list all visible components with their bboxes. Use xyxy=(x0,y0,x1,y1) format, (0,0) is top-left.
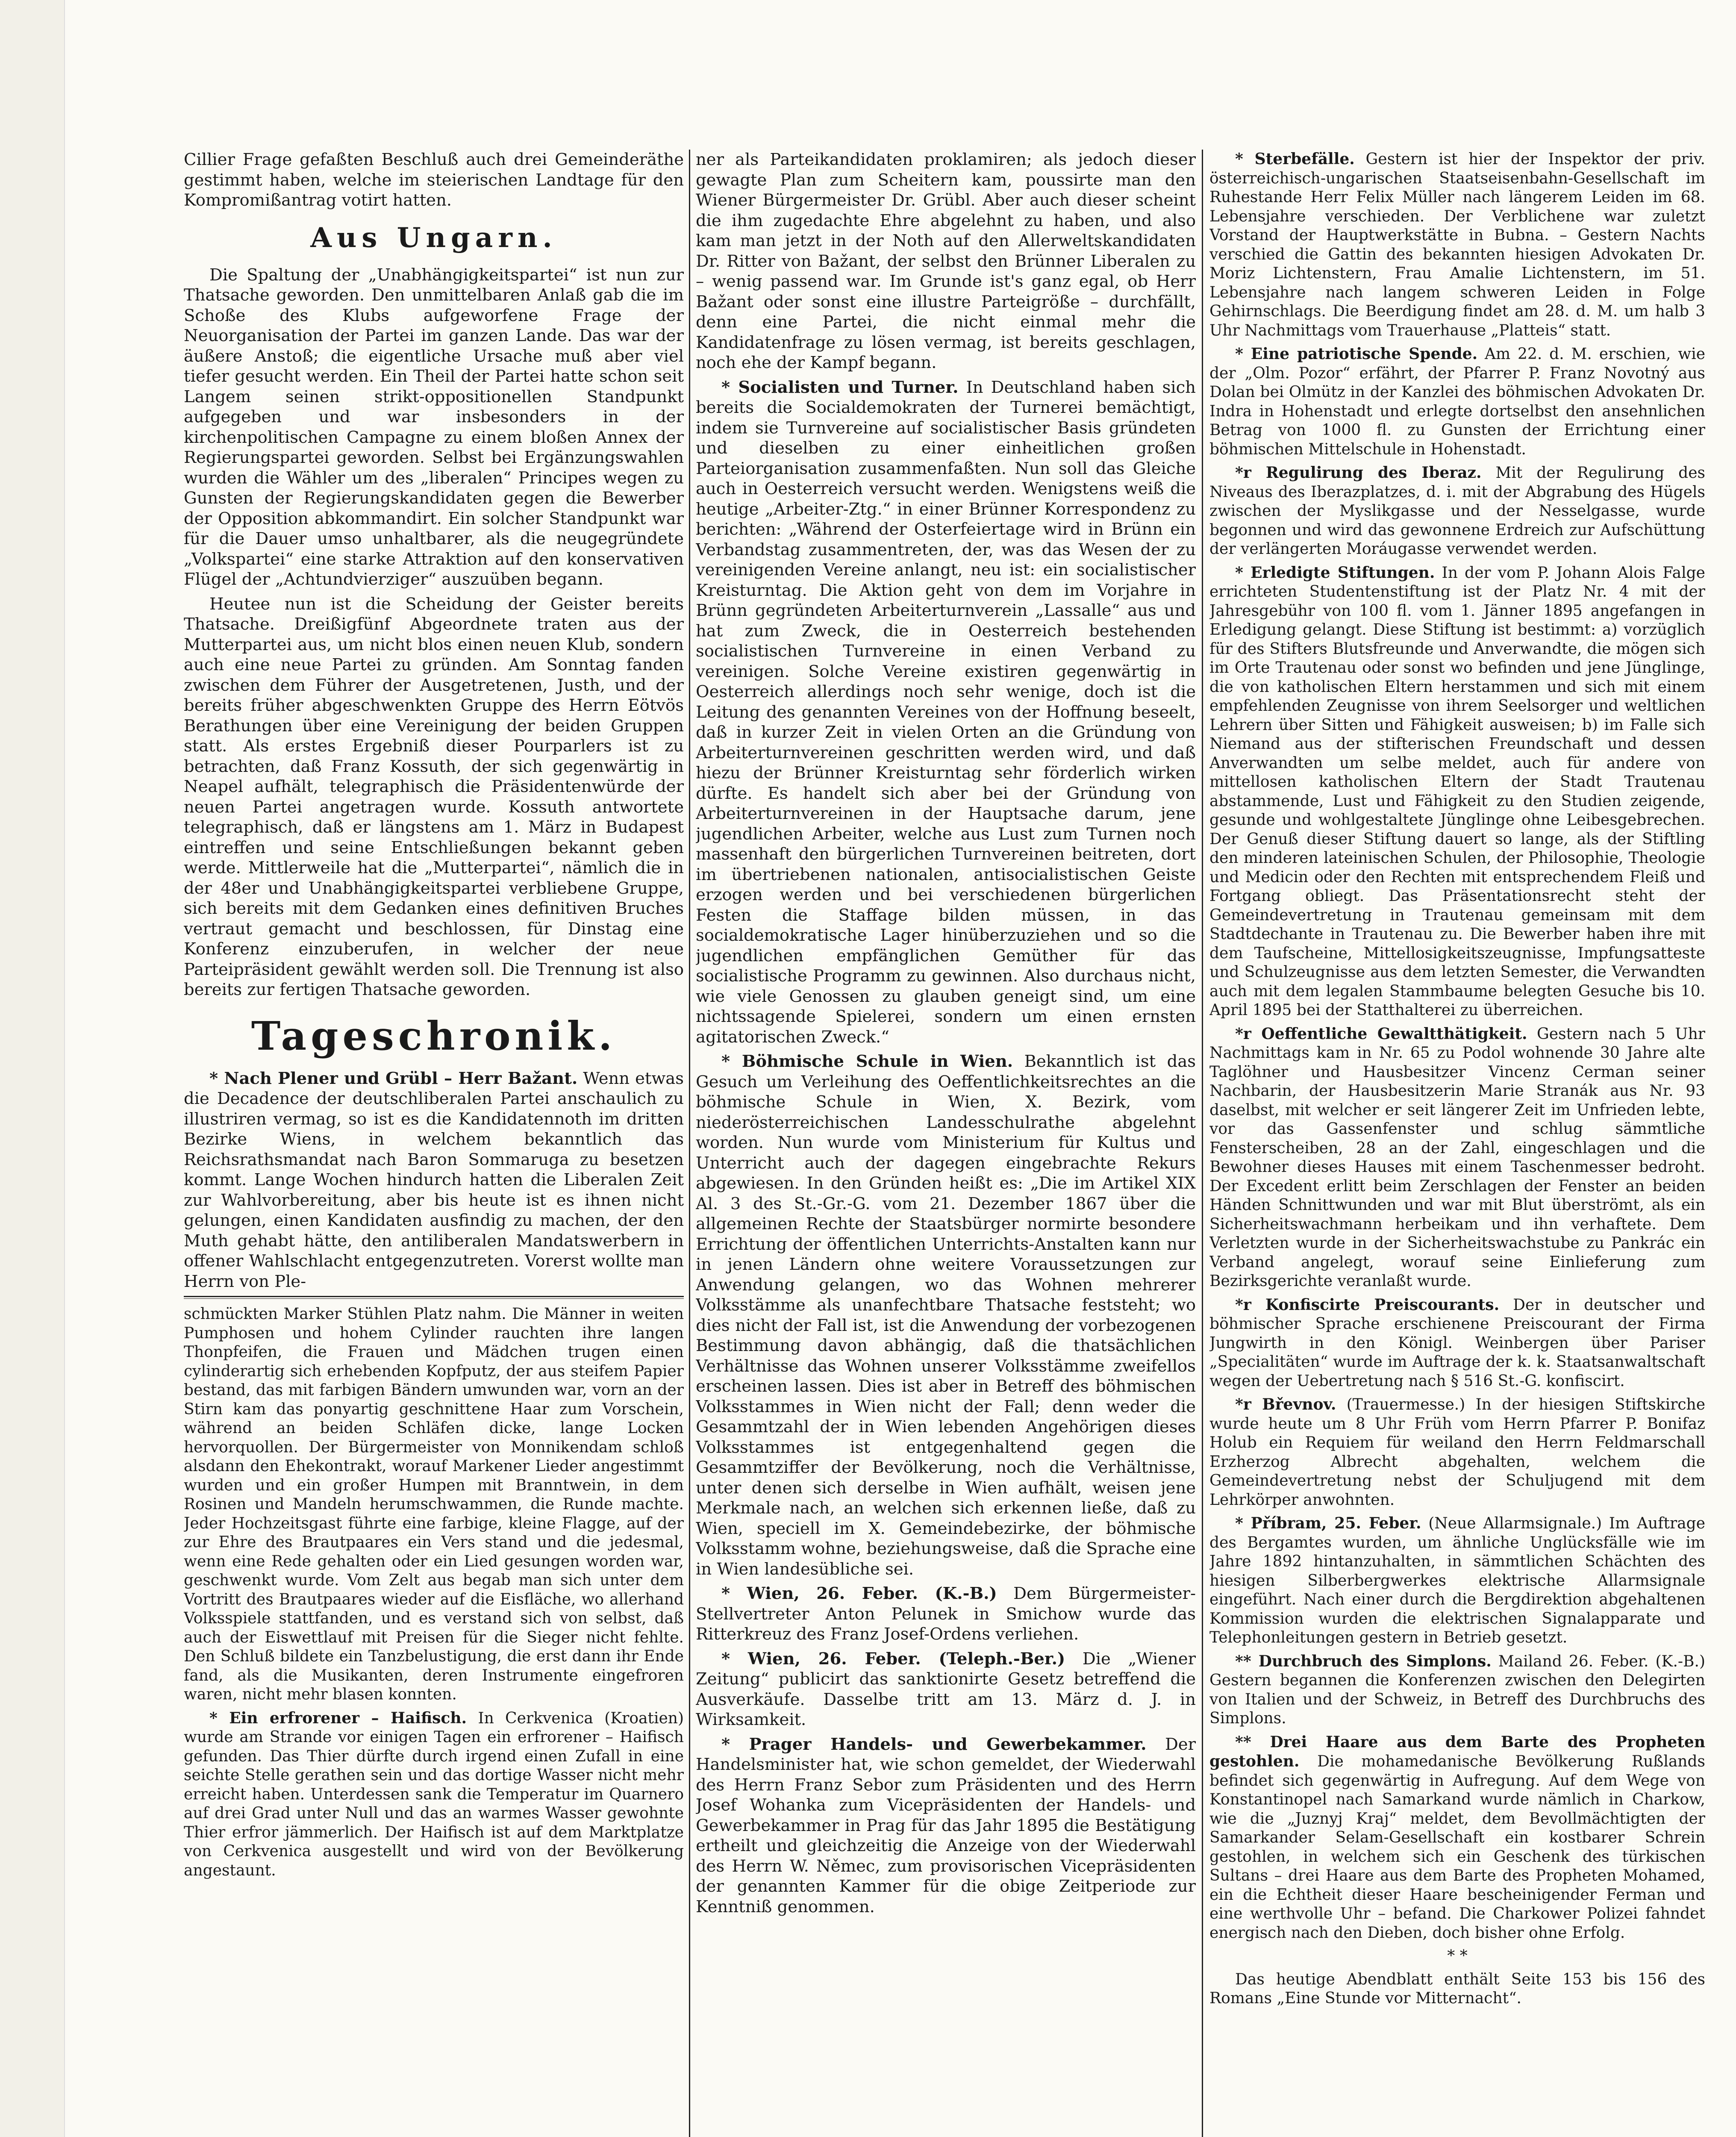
section-heading: Tageschronik. xyxy=(251,1013,617,1059)
article-text: schmückten Marker Stühlen Platz nahm. Die Männer in weiten Pumphosen und hohem Cylinder rauchten ihre langen Thonpfeifen, die Frauen und Mädchen trugen einen cylinderartig sich erhebenden Kopfputz, der aus steifem Papier bestand, das mit farbigen Bändern umwunden war, vorn an der Stirn kam das ponyartig geschnittene Haar zum Vorschein, während an beiden Schläfen dicke, lange Locken hervorquollen. Der Bürgermeister von Monnikendam schloß alsdann den Ehekontrakt, worauf Markener Lieder angestimmt wurden und ein großer Humpen mit Branntwein, in dem Rosinen und Mandeln herumschwammen, die Runde machte. Jeder Hochzeitsgast führte eine farbige, kleine Flagge, auf der zur Ehre des Brautpaares ein Vers stand und die jedesmal, wenn eine Rede gehalten oder ein Lied gesungen worden war, geschwenkt wurde. Vom Zelt aus begab man sich unter dem Vortritt des Brautpaares wieder auf die Eisfläche, wo allerhand Volksspiele stattfanden, und es verstand sich von selbst, daß auch der Eiswettlauf mit Preisen für die Sieger nicht fehlte. Den Schluß bildete ein Tanzbelustigung, die erst dann ihr Ende fand, als die Musikanten, deren Instrumente eingefroren waren, nicht mehr blasen konnten. xyxy=(184,1305,684,1703)
article-title: * Wien, 26. Feber. (Teleph.-Ber.) xyxy=(721,1649,1065,1669)
article-title: *r Konfiscirte Preiscourants. xyxy=(1235,1295,1500,1314)
article-item xyxy=(1209,1652,1705,1728)
column-1 xyxy=(184,150,684,2137)
article-item xyxy=(184,1068,684,1292)
column-rule xyxy=(689,150,690,2137)
article-text: Die „Wiener Zeitung“ publicirt das sanktionirte Gesetz betreffend die Ausverkäufe. Dasselbe tritt am 13. März d. J. in Wirksamkeit. xyxy=(696,1649,1196,1729)
article-title: * Prager Handels- und Gewerbekammer. xyxy=(721,1734,1147,1754)
article-title: * Nach Plener und Grübl – Herr Bažant. xyxy=(209,1068,578,1088)
article-item xyxy=(696,1649,1196,1730)
article-text: Mit der Regulirung des Niveaus des Iberazplatzes, d. i. mit der Abgrabung des Hügels zwischen der Myslikgasse und der Nesselgasse, wurde begonnen und wird das gewonnene Erdreich zur Aufschüttung der verlängerten Moráugasse verwendet werden. xyxy=(1209,464,1705,558)
article-title: ** Durchbruch des Simplons. xyxy=(1235,1652,1492,1670)
article-text: In der vom P. Johann Alois Falge errichteten Studentenstiftung ist der Platz Nr. 4 mit der Jahresgebühr von 100 fl. vom 1. Jänner 1895 angefangen in Erledigung gelangt. Diese Stiftung ist bestimmt: a) vorzüglich für des Stifters Blutsfreunde und Anverwandte, die mögen sich im Orte Trautenau oder sonst wo befinden und jene Jünglinge, die von katholischen Eltern herstammen und sich mit einem empfehlenden Zeugnisse von ihrem Seelsorger und weltlichen Lehrern über Sitten und Fähigkeit ausweisen; b) im Falle sich Niemand aus der stifterischen Freundschaft und dessen Anverwandten um selbe meldet, auch für andere von mittellosen katholischen Eltern der Stadt Trautenau abstammende, Lust und Fähigkeit zu den Studien zeigende, gesunde und wohlgestaltete Jünglinge ohne Leibesgebrechen. Der Genuß dieser Stiftung dauert so lange, als der Stiftling den minderen lateinischen Schulen, der Philosophie, Theologie und Medicin oder den Rechten mit entsprechendem Fleiß und Fortgang obliegt. Das Präsentationsrecht steht der Gemeindevertretung in Trautenau gemeinsam mit dem Stadtdechante in Trautenau zu. Die Bewerber haben ihre mit dem Taufscheine, Mittellosigkeitszeugnisse, Impfungsatteste und Schulzeugnisse aus dem letzten Semester, die Verwandten auch mit dem legalen Stammbaume belegten Gesuche bis 10. April 1895 bei der Statthalterei zu überreichen. xyxy=(1209,564,1705,1019)
article-title: *r Regulirung des Iberaz. xyxy=(1235,464,1482,482)
article-text: Gestern ist hier der Inspektor der priv. österreichisch-ungarischen Staatseisenbahn-Gesellschaft im Ruhestande Herr Felix Müller nach längerem Leiden im 68. Lebensjahre verschieden. Der Verblichene war zuletzt Vorstand der Hauptwerkstätte in Bubna. – Gestern Nachts verschied die Gattin des bekannten hiesigen Advokaten Dr. Moriz Lichtenstern, Frau Amalie Lichtenstern, im 51. Lebensjahre nach langem schweren Leiden in Folge Gehirnschlags. Die Beerdigung findet am 28. d. M. um halb 3 Uhr Nachmittags vom Trauerhause „Platteis“ statt. xyxy=(1209,150,1705,339)
article-title: *r Břevnov. xyxy=(1235,1395,1336,1413)
article-text: (Neue Allarmsignale.) Im Auftrage des Bergamtes wurden, um ähnliche Unglücksfälle wie im Jahre 1892 hintanzuhalten, in sämmtlichen Schächten des hiesigen Silberbergwerkes elektrische Allarmsignale eingeführt. Nach einer durch die Bergdirektion abgehaltenen Kommission wurden die elektrischen Signalapparate und Telephonleitungen gestern in Betrieb gesetzt. xyxy=(1209,1515,1705,1646)
article-text: In Deutschland haben sich bereits die Socialdemokraten der Turnerei bemächtigt, indem sie Turnvereine auf socialistischer Basis gründeten und dieselben zu einer einheitlichen großen Parteiorganisation zusammenfaßten. Nun soll das Gleiche auch in Oesterreich versucht werden. Wenigstens weiß die heutige „Arbeiter-Ztg.“ in einer Brünner Korrespondenz zu berichten: „Während der Osterfeiertage wird in Brünn ein Verbandstag zusammentreten, der, was das Wesen der zu vereinigenden Vereine anlangt, neu ist: ein socialistischer Kreisturntag. Die Aktion geht von dem im Vorjahre in Brünn gegründeten Arbeiterturnverein „Lassalle“ aus und hat zum Zweck, die in Oesterreich bestehenden socialistischen Turnvereine in einen Verband zu vereinigen. Solche Vereine existiren gegenwärtig in Oesterreich allerdings noch sehr wenige, doch ist die Leitung des genannten Vereines von der Hoffnung beseelt, daß in kurzer Zeit in vielen Orten an die Gründung von Arbeiterturnvereinen geschritten werden wird, und daß hiezu der Brünner Kreisturntag sehr förderlich wirken dürfte. Es handelt sich aber bei der Gründung von Arbeiterturnvereinen in der Hauptsache darum, jene jugendlichen Arbeiter, welche aus Lust zum Turnen noch massenhaft den bürgerlichen Turnvereinen beitreten, dort im übertriebenen nationalen, antisocialistischen Geiste erzogen werden und bei verschiedenen bürgerlichen Festen die Staffage bilden müssen, in das socialdemokratische Lager hinüberzuziehen und so die jugendlichen empfänglichen Gemüther für das socialistische Programm zu gewinnen. Also durchaus nicht, wie viele Genossen zu glauben geneigt sind, um eine nichtssagende Spielerei, sondern um einen ernsten agitatorischen Zweck.“ xyxy=(696,377,1196,1047)
article-title: * Ein erfrorener – Haifisch. xyxy=(209,1709,467,1727)
article-text: Mailand 26. Feber. (K.-B.) Gestern begannen die Konferenzen zwischen den Delegirten von Italien und der Schweiz, in Betreff des Durchbruchs des Simplons. xyxy=(1209,1652,1705,1727)
article-text: Gestern nach 5 Uhr Nachmittags kam in Nr. 65 zu Podol wohnende 30 Jahre alte Taglöhner und Hausbesitzer Vincenz Cerman seiner Nachbarin, der Hausbesitzerin Marie Stranák aus Nr. 93 daselbst, mit welcher er seit längerer Zeit im Unfrieden lebte, vor das Gassenfenster und schlug sämmtliche Fensterscheiben, 28 an der Zahl, eingeschlagen und die Bewohner dieses Hauses mit einem Taschenmesser bedroht. Der Excedent erlitt beim Zerschlagen der Fenster an beiden Händen Schnittwunden und war mit Blut überströmt, als ein Sicherheitswachmann herbeikam und ihn verhaftete. Dem Verletzten wurde in der Sicherheitswachstube zu Pankrác ein Verband angelegt, worauf seine Einlieferung zum Bezirksgerichte veranlaßt wurde. xyxy=(1209,1025,1705,1290)
abendblatt-notice: Das heutige Abendblatt enthält Seite 153 bis 156 des Romans „Eine Stunde vor Mitternacht“. xyxy=(1209,1970,1705,2007)
article-item xyxy=(1209,1514,1705,1648)
article-item xyxy=(184,1709,684,1881)
article-text: ner als Parteikandidaten proklamiren; als jedoch dieser gewagte Plan zum Scheitern kam, poussirte man den Wiener Bürgermeister Dr. Grübl. Aber auch dieser scheint die ihm zugedachte Ehre abgelehnt zu haben, und also kam man jetzt in der Noth auf den Allerweltskandidaten Dr. Ritter von Bažant, der selbst den Brünner Liberalen zu – wenig passend war. Im Grunde ist's ganz egal, ob Herr Bažant oder sonst eine illustre Parteigröße – durchfällt, denn eine Partei, die nicht einmal mehr die Kandidatenfrage zu lösen vermag, ist bereits geschlagen, noch ehe der Kampf begann. xyxy=(696,150,1196,372)
article-text: Am 22. d. M. erschien, wie der „Olm. Pozor“ erfährt, der Pfarrer P. Franz Novotný aus Dolan bei Olmütz in der Kanzlei des böhmischen Advokaten Dr. Indra in Hohenstadt und erlegte dortselbst den ansehnlichen Betrag von 1000 fl. zu Gunsten der Errichtung einer böhmischen Mittelschule in Hohenstadt. xyxy=(1209,345,1705,458)
feuilleton-divider xyxy=(184,1296,684,1299)
article-item xyxy=(1209,344,1705,459)
column-3 xyxy=(1209,150,1705,2137)
article-item xyxy=(1209,1295,1705,1391)
article-text: Der Handelsminister hat, wie schon gemeldet, der Wiederwahl des Herrn Franz Sebor zum Präsidenten und des Herrn Josef Wohanka zum Vicepräsidenten der Handels- und Gewerbekammer in Prag für das Jahr 1895 die Bestätigung ertheilt und gleichzeitig die Anzeige von der Wiederwahl des Herrn W. Němec, zum provisorischen Vicepräsidenten der genannten Kammer für die obige Zeitperiode zur Kenntniß genommen. xyxy=(696,1734,1196,1916)
article-text: (Trauermesse.) In der hiesigen Stiftskirche wurde heute um 8 Uhr Früh vom Herrn Pfarrer P. Bonifaz Holub ein Requiem für weiland den Herrn Feldmarschall Erzherzog Albrecht abgehalten, welchem die Gemeindevertretung nebst der Schuljugend mit dem Lehrkörper anwohnten. xyxy=(1209,1396,1705,1509)
article-item xyxy=(696,1584,1196,1645)
article-title: * Eine patriotische Spende. xyxy=(1235,345,1478,363)
article-text: Cillier Frage gefaßten Beschluß auch drei Gemeinderäthe gestimmt haben, welche im steierischen Landtage für den Kompromißantrag votirt hatten. xyxy=(184,150,684,210)
article-item xyxy=(1209,1395,1705,1510)
article-title: * Socialisten und Turner. xyxy=(721,377,959,397)
article-text: Wenn etwas die Decadence der deutschliberalen Partei anschaulich zu illustriren vermag, so ist es die Kandidatennoth im dritten Bezirke Wiens, in welchem bekanntlich das Reichsrathsmandat nach Baron Sommaruga zu besetzen kommt. Lange Wochen hindurch hatten die Liberalen Zeit zur Wahlvorbereitung, aber bis heute ist es ihnen nicht gelungen, einen Kandidaten ausfindig zu machen, der den Muth gehabt hätte, den antiliberalen Mandatswerbern in offener Wahlschlacht entgegenzutreten. Vorerst wollte man Herrn von Ple- xyxy=(184,1068,684,1291)
article-item xyxy=(696,1051,1196,1579)
section-heading: Aus Ungarn. xyxy=(310,221,557,254)
column-rule xyxy=(1202,150,1203,2137)
article-text: In Cerkvenica (Kroatien) wurde am Strande vor einigen Tagen ein erfrorener – Haifisch gefunden. Das Thier dürfte durch irgend einen Zufall in eine seichte Stelle gerathen sein und das dortige Wasser nicht mehr erreicht haben. Unterdessen sank die Temperatur im Quarnero auf drei Grad unter Null und das an warmes Wasser gewohnte Thier erfror jämmerlich. Der Haifisch ist auf dem Marktplatze von Cerkvenica ausgestellt und wird von der Bevölkerung angestaunt. xyxy=(184,1709,684,1879)
article-item xyxy=(1209,1024,1705,1291)
article-text: Dem Bürgermeister-Stellvertreter Anton Pelunek in Smichow wurde das Ritterkreuz des Franz Josef-Ordens verliehen. xyxy=(696,1584,1196,1644)
article-title: * Sterbefälle. xyxy=(1235,150,1355,168)
article-item xyxy=(1209,563,1705,1020)
article-item xyxy=(1209,463,1705,559)
article-title: * Příbram, 25. Feber. xyxy=(1235,1514,1421,1532)
article-text: Bekanntlich ist das Gesuch um Verleihung des Oeffentlichkeitsrechtes an die böhmische Schule in Wien, X. Bezirk, vom niederösterreichischen Landesschulrathe abgelehnt worden. Nun wurde vom Ministerium für Kultus und Unterricht auch der dagegen eingebrachte Rekurs abgewiesen. In den Gründen heißt es: „Die im Artikel XIX Al. 3 des St.-Gr.-G. vom 21. Dezember 1867 über die allgemeinen Rechte der Staatsbürger normirte besondere Errichtung der öffentlichen Unterrichts-Anstalten kann nur in jenen Ländern ohne weitere Voraussetzungen zur Anwendung gelangen, wo das Wohnen mehrerer Volksstämme als unanfechtbare Thatsache feststeht; wo dies nicht der Fall ist, ist die Anwendung der vorbezogenen Bestimmung davon abhängig, daß die thatsächlichen Verhältnisse das Wohnen unserer Volksstämme zweifellos erscheinen lassen. Dies ist aber in Betreff des böhmischen Volksstammes in Wien nicht der Fall; denn weder die Gesammtzahl der in Wien lebenden Angehörigen dieses Volksstammes ist entgegenhaltend gegen die Gesammtziffer der Bevölkerung, noch die Verhältnisse, unter denen sich derselbe in Wien aufhält, weisen jene Merkmale nach, an welchen sich erkennen ließe, daß zu Wien, speciell im X. Gemeindebezirke, der böhmische Volksstamm wohne, beziehungsweise, daß die Sprache eine in Wien landesübliche sei. xyxy=(696,1052,1196,1579)
article-title: * Wien, 26. Feber. (K.-B.) xyxy=(721,1584,997,1603)
separator-stars: * * xyxy=(1447,1947,1468,1965)
article-title: *r Oeffentliche Gewaltthätigkeit. xyxy=(1235,1024,1527,1043)
article-text: Heutee nun ist die Scheidung der Geister bereits Thatsache. Dreißigfünf Abgeordnete traten aus der Mutterpartei aus, um nicht blos einen neuen Klub, sondern auch eine neue Partei zu gründen. Am Sonntag fanden zwischen dem Führer der Ausgetretenen, Justh, und der bereits früher abgeschwenkten Gruppe des Herrn Eötvös Berathungen über eine Vereinigung der beiden Gruppen statt. Als erstes Ergebniß dieser Pourparlers ist zu betrachten, daß Franz Kossuth, der sich gegenwärtig in Neapel aufhält, telegraphisch die Präsidentenwürde der neuen Partei angetragen wurde. Kossuth antwortete telegraphisch, daß er längstens am 1. März in Budapest eintreffen und seine Entschließungen bekannt geben werde. Mittlerweile hat die „Mutterpartei“, nämlich die in der 48er und Unabhängigkeitspartei verbliebene Gruppe, sich bereits mit dem Gedanken eines definitiven Bruches vertraut gemacht und beschlossen, für Dinstag eine Konferenz einzuberufen, in welcher der neue Parteipräsident gewählt werden soll. Die Trennung ist also bereits zur fertigen Thatsache geworden. xyxy=(184,594,684,999)
column-2 xyxy=(696,150,1196,2137)
article-item xyxy=(1209,150,1705,340)
scan-margin xyxy=(0,0,65,2137)
feuilleton-block xyxy=(184,1305,684,1880)
article-text: Der in deutscher und böhmischer Sprache erschienene Preiscourant der Firma Jungwirth in den Königl. Weinbergen über Pariser „Specialitäten“ wurde im Auftrage der k. k. Staatsanwaltschaft wegen der Uebertretung nach § 516 St.-G. konfiscirt. xyxy=(1209,1296,1705,1390)
article-item xyxy=(696,377,1196,1048)
article-item xyxy=(696,1734,1196,1917)
article-title: * Böhmische Schule in Wien. xyxy=(721,1052,1013,1071)
article-text: Die mohamedanische Bevölkerung Rußlands befindet sich gegenwärtig in Aufregung. Auf dem Wege von Konstantinopel nach Samarkand wurde nämlich in Charkow, wie die „Juznyj Kraj“ meldet, dem Bevollmächtigten der Samarkander Selam-Gesellschaft ein kostbarer Schrein gestohlen, in welchem sich ein Geschenk des türkischen Sultans – drei Haare aus dem Barte des Propheten Mohamed, ein die Echtheit dieser Haare bescheinigender Ferman und eine werthvolle Uhr – befand. Die Charkower Polizei fahndet energisch nach den Dieben, doch bisher ohne Erfolg. xyxy=(1209,1753,1705,1942)
article-text: Die Spaltung der „Unabhängigkeitspartei“ ist nun zur Thatsache geworden. Den unmittelbaren Anlaß gab die im Schoße des Klubs aufgeworfene Frage der Neuorganisation der Partei im ganzen Lande. Das war der äußere Anstoß; die eigentliche Ursache muß aber viel tiefer gesucht werden. Ein Theil der Partei hatte schon seit Langem seinen strikt-oppositionellen Standpunkt aufgegeben und war insbesonders in der kirchenpolitischen Campagne zu einem bloßen Annex der Regierungspartei geworden. Selbst bei Ergänzungswahlen wurden die Wähler um des „liberalen“ Principes wegen zu Gunsten der Regierungskandidaten gegen die Bewerber der Opposition abkommandirt. Ein solcher Standpunkt war für die Dauer umso unhaltbarer, als die neugegründete „Volkspartei“ eine starke Attraktion auf den konservativen Flügel der „Achtundvierziger“ auszuüben begann. xyxy=(184,265,684,589)
article-item xyxy=(1209,1733,1705,1943)
article-title: ** Drei Haare aus dem Barte des Propheten gestohlen. xyxy=(1209,1733,1705,1770)
article-title: * Erledigte Stiftungen. xyxy=(1235,563,1435,582)
